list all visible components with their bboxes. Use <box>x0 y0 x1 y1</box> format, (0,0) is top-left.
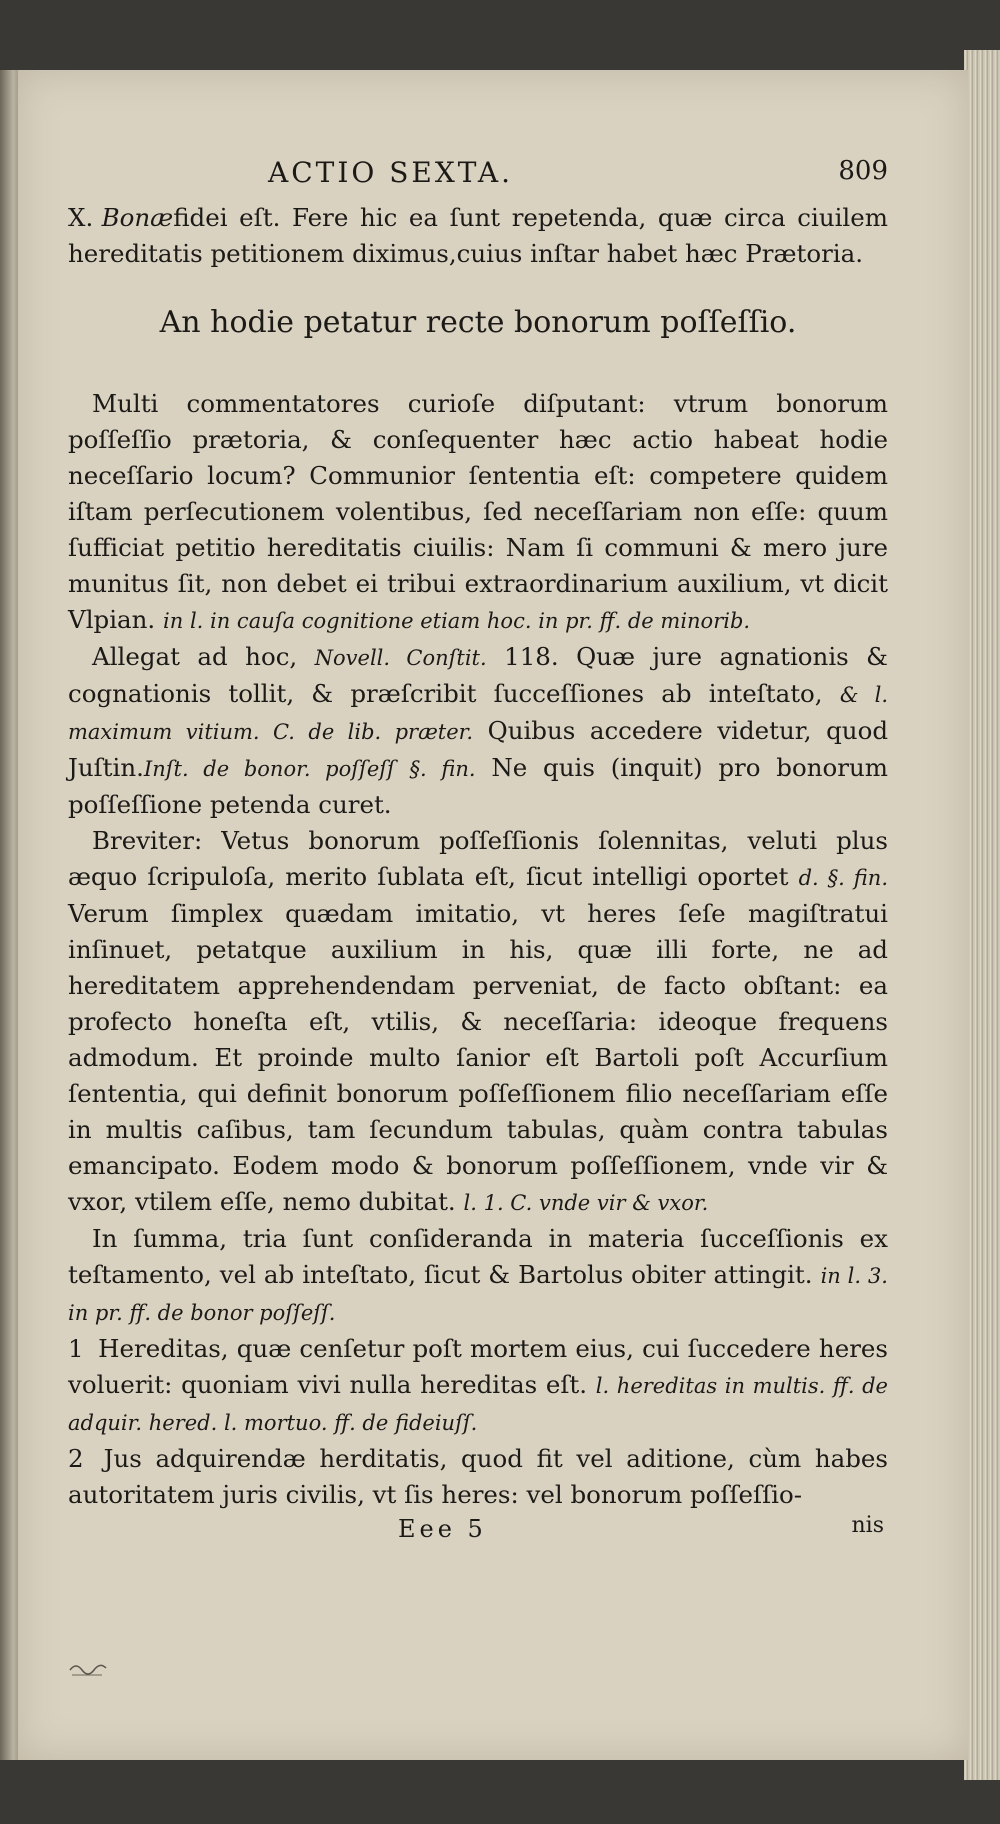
running-title: ACTIO SEXTA. <box>268 156 514 189</box>
paragraph-text: Multi commentatores curioſe diſputant: vtrum bonorum poſſeſſio prætoria, & conſequenter hæc actio habeat hodie neceſſario locum? Communior ſententia eſt: competere quidem iſtam perſecutionem volentibus, ſed neceſſariam non eſſe: quum ſufficiat petitio hereditatis ciuilis: Nam ſi communi & mero jure munitus ſit, non debet ei tribui extraordinarium auxilium, vt dicit Vlpian. <box>68 389 888 634</box>
page-stack-edge <box>964 50 1000 1780</box>
numbered-item-1 <box>68 1331 888 1441</box>
page-number: 809 <box>838 156 888 186</box>
library-ink-mark <box>68 1660 108 1682</box>
page-footer <box>68 1513 888 1549</box>
paragraph-text: Ne quis (inquit) pro bonorum poſſeſſione petenda curet. <box>68 753 888 819</box>
paragraph-text: Breviter: Vetus bonorum poſſeſſionis ſolennitas, veluti plus æquo ſcripuloſa, merito ſublata eſt, ſicut intelligi oportet <box>68 826 888 891</box>
running-head <box>68 156 888 200</box>
section-number: X. <box>68 203 94 232</box>
paragraph-summa <box>68 1221 888 1331</box>
citation: Inſt. de bonor. poſſeſſ §. fin. <box>143 757 476 781</box>
paragraph-text: Allegat ad hoc, <box>92 642 298 671</box>
numbered-item-2 <box>68 1441 888 1513</box>
item-text: Hereditas, quæ cenſetur poſt mortem eius, cui ſuccedere heres voluerit: quoniam vivi nulla hereditas eſt. <box>68 1334 888 1399</box>
item-number: 1 <box>68 1334 84 1363</box>
item-text: Jus adquirendæ herditatis, quod fit vel aditione, cùm habes autoritatem juris civilis, vt ſis heres: vel bonorum poſſeſſio- <box>68 1444 888 1509</box>
citation: Novell. Conſtit. <box>314 646 487 670</box>
paragraph-x <box>68 200 888 272</box>
book-page <box>18 70 968 1760</box>
section-heading: An hodie petatur recte bonorum poſſeſſio. <box>159 305 797 340</box>
citation: in l. 3. in pr. ff. de bonor poſſeſſ. <box>68 1264 888 1325</box>
paragraph-text: Verum ſimplex quædam imitatio, vt heres ſeſe magiſtratui inſinuet, petatque auxilium in his, quæ illi forte, ne ad hereditatem apprehendendam perveniat, de facto obſtant: ea profecto honeſta eſt, vtilis, & neceſſaria: ideoque frequens admodum. Et proinde multo ſanior eſt Bartoli poſt Accurſium ſententia, qui definit bonorum poſſeſſionem filio neceſſariam eſſe in multis caſibus, tam ſecundum tabulas, quàm contra tabulas emancipato. Eodem modo & bonorum poſſeſſionem, vnde vir & vxor, vtilem eſſe, nemo dubitat. <box>68 899 888 1216</box>
signature-mark: Eee 5 <box>398 1515 487 1543</box>
paragraph-text: fidei eſt. Fere hic ea ſunt repetenda, quæ circa ciuilem hereditatis petitionem diximus,cuius inſtar habet hæc Prætoria. <box>68 203 888 268</box>
ink-stamp-graphic <box>68 1660 108 1678</box>
page-text-block <box>68 156 888 1549</box>
citation: d. §. fin. <box>798 866 888 890</box>
paragraph-text: In ſumma, tria ſunt conſideranda in materia ſucceſſionis ex teſtamento, vel ab inteſtato, ſicut & Bartolus obiter attingit. <box>68 1224 888 1289</box>
citation: & l. maximum vitium. C. de lib. præter. <box>68 683 888 744</box>
catchword: nis <box>851 1513 884 1538</box>
item-number: 2 <box>68 1444 84 1473</box>
paragraph-text: 118. Quæ jure agnationis & cognationis tollit, & præſcribit ſucceſſiones ab inteſtato, <box>68 642 888 708</box>
paragraph-text: Quibus accedere videtur, quod Juſtin. <box>68 716 888 782</box>
citation: l. hereditas in multis. ff. de adquir. hered. l. mortuo. ff. de fideiuſſ. <box>68 1374 888 1435</box>
paragraph-multi <box>68 386 888 639</box>
paragraph-breviter <box>68 823 888 1221</box>
citation: l. 1. C. vnde vir & vxor. <box>463 1191 709 1215</box>
paragraph-allegat <box>68 639 888 823</box>
citation: in l. in cauſa cognitione etiam hoc. in pr. ff. de minorib. <box>163 609 751 633</box>
paragraph-lead: Bonæ <box>101 203 174 232</box>
